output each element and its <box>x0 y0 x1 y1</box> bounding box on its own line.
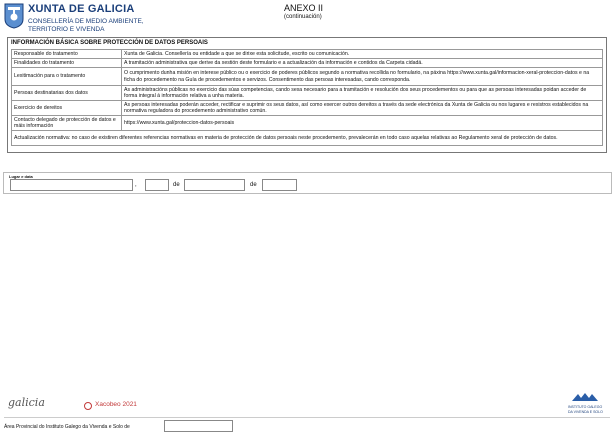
row-value: A tramitación administrativa que derive da xestión deste formulario e a actualización da información e contidos da Carpeta cidadá. <box>122 59 603 68</box>
office-field[interactable] <box>164 420 233 432</box>
comma-separator: , <box>135 182 137 188</box>
table-row <box>12 131 603 146</box>
annex-title: ANEXO II <box>284 3 324 13</box>
table-row <box>12 59 603 68</box>
annex-subtitle: (continuación) <box>284 14 322 20</box>
table-row <box>12 116 603 131</box>
galicia-logo: galicia <box>8 396 45 409</box>
data-protection-section <box>7 37 607 153</box>
de-separator-1: de <box>173 182 180 188</box>
row-label: Contacto delegado de protección de datos e máis información <box>12 116 122 131</box>
row-label: Finalidades do tratamento <box>12 59 122 68</box>
row-value: https://www.xunta.gal/proteccion-datos-persoais <box>122 116 603 131</box>
xacobeo-logo: Xacobeo 2021 <box>95 401 137 408</box>
row-value: As persoas interesadas poderán acceder, rectificar e suprimir os seus datos, así como exercer outros dereitos a través da sede electrónica da Xunta de Galicia ou nos lugares e rexistros establecidos na normativa reguladora do procedemento administrativo común. <box>122 101 603 116</box>
place-date-label: Lugar e data <box>9 174 33 179</box>
org-name: XUNTA DE GALICIA <box>28 3 135 15</box>
table-row <box>12 86 603 101</box>
table-row <box>12 68 603 86</box>
office-label: Área Provincial do Instituto Galego da Vivenda e Solo de <box>4 424 130 430</box>
igvs-logo-icon <box>571 392 599 402</box>
place-date-section <box>3 172 612 194</box>
de-separator-2: de <box>250 182 257 188</box>
department-line-2: TERRITORIO E VIVENDA <box>28 26 105 33</box>
row-value: O cumprimento dunha misión en interese público ou o exercicio de poderes públicos segundo a normativa recollida no formulario, na páxina https://www.xunta.gal/informacion-xeral-proteccion-datos e na ficha do procedemento na Guía de procedementos e servizos. Consentimento das persoas interesadas, cando corresponda. <box>122 68 603 86</box>
igvs-logo-line-2: DA VIVENDA E SOLO <box>568 410 603 414</box>
table-row <box>12 50 603 59</box>
row-label: Lexitimación para o tratamento <box>12 68 122 86</box>
data-protection-title: INFORMACIÓN BÁSICA SOBRE PROTECCIÓN DE DATOS PERSOAIS <box>11 40 208 46</box>
year-field[interactable] <box>262 179 297 191</box>
row-label: Persoas destinatarias dos datos <box>12 86 122 101</box>
igvs-logo-line-1: INSTITUTO GALEGO <box>568 405 603 409</box>
row-value: Xunta de Galicia. Consellería ou entidade a que se dirixe esta solicitude, escrito ou comunicación. <box>122 50 603 59</box>
day-field[interactable] <box>145 179 169 191</box>
row-label: Responsable do tratamento <box>12 50 122 59</box>
table-row <box>12 101 603 116</box>
xacobeo-icon <box>84 402 92 410</box>
department-line-1: CONSELLERÍA DE MEDIO AMBIENTE, <box>28 18 144 25</box>
month-field[interactable] <box>184 179 245 191</box>
footer-divider <box>4 417 610 418</box>
row-label: Exercicio de dereitos <box>12 101 122 116</box>
place-field[interactable] <box>10 179 133 191</box>
xunta-shield-icon <box>4 3 24 29</box>
normative-update-note: Actualización normativa: no caso de existiren diferentes referencias normativas en materia de protección de datos persoais neste procedemento, prevalecerán en todo caso aquelas relativas ao Regulamento xeral de protección de datos. <box>12 131 603 146</box>
data-protection-table <box>11 49 603 146</box>
row-value: As administracións públicas no exercicio das súas competencias, cando sexa necesario para a tramitación e resolución dos seus procedementos ou para que as persoas interesadas poidan acceder de forma integral á información relativa a unha materia. <box>122 86 603 101</box>
